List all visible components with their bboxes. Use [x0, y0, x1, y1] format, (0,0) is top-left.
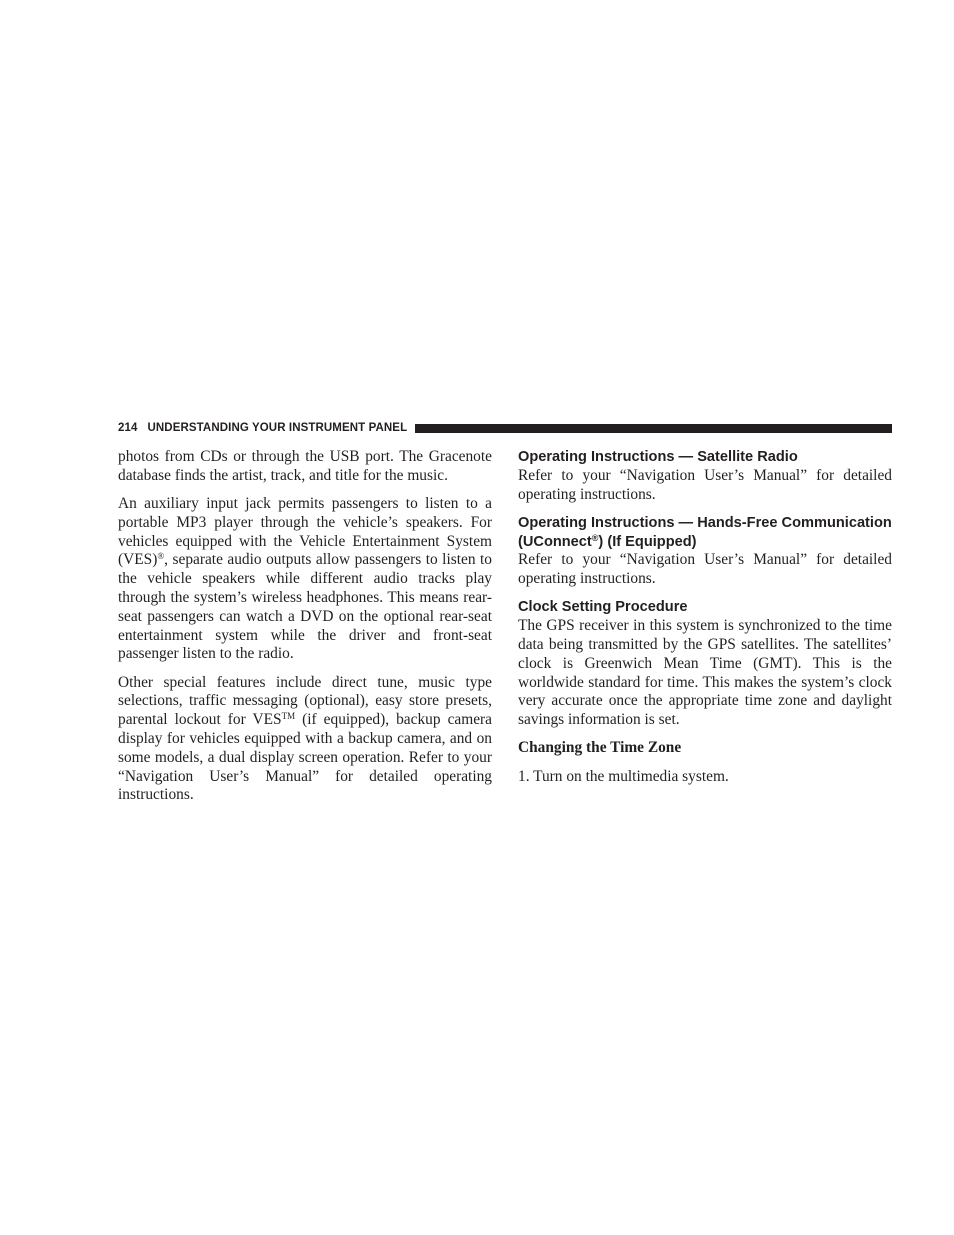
heading-clock-setting: Clock Setting Procedure — [518, 599, 688, 616]
heading-hands-free — [518, 514, 892, 552]
section-time-zone — [518, 739, 892, 786]
registered-mark: ® — [591, 532, 599, 543]
paragraph-clock-setting: The GPS receiver in this system is synchronized to the time data being transmitted by the GPS satellites. The satellites’ clock is Greenwich Mean Time (GMT). This is the worldwide standard for time. This makes the system’s clock very accurate once the appropriate time zone and daylight savings information is set. — [518, 617, 892, 729]
paragraph-text: , separate audio outputs allow passengers to listen to the vehicle speakers while different audio tracks play through the system’s wireless headphones. This means rear-seat passengers can watch a DVD on the optional rear-seat entertainment system while the driver and front-seat passenger listen to the radio. — [118, 551, 492, 663]
paragraph-satellite-radio: Refer to your “Navigation User’s Manual” for detailed operating instructions. — [518, 466, 892, 503]
section-clock-setting — [518, 598, 892, 730]
step-1: 1. Turn on the multimedia system. — [518, 767, 729, 785]
heading-time-zone: Changing the Time Zone — [518, 739, 682, 757]
paragraph-text: (if equipped), backup camera display for vehicles equipped with a backup camera, and on some models, a dual display screen operation. Refer to your “Navigation User’s Manual” for detailed operating instructions. — [118, 711, 492, 804]
paragraph-auxiliary-input — [118, 495, 492, 664]
paragraph-text: An auxiliary input jack permits passengers to listen to a portable MP3 player through the vehicle’s speakers. For vehicles equipped with the Vehicle Entertainment System (VES) — [118, 494, 492, 569]
header-rule — [415, 424, 892, 433]
section-satellite-radio — [518, 448, 892, 504]
paragraph-special-features — [118, 674, 492, 806]
section-hands-free — [518, 514, 892, 589]
heading-text: Operating Instructions — Hands-Free Communication (UConnect — [518, 514, 892, 550]
right-column — [518, 448, 892, 786]
registered-mark: ® — [157, 551, 165, 562]
trademark-mark: TM — [281, 711, 296, 722]
left-column — [118, 448, 492, 805]
paragraph-hands-free: Refer to your “Navigation User’s Manual” for detailed operating instructions. — [518, 551, 892, 588]
paragraph-gracenote: photos from CDs or through the USB port. The Gracenote database finds the artist, track, and title for the music. — [118, 448, 492, 484]
heading-satellite-radio: Operating Instructions — Satellite Radio — [518, 449, 798, 465]
section-title: UNDERSTANDING YOUR INSTRUMENT PANEL — [147, 422, 408, 434]
heading-text: ) (If Equipped) — [598, 533, 697, 550]
paragraph-text: Other special features include direct tune, music type selections, traffic messaging (optional), easy store presets, parental lockout for VES — [118, 673, 492, 729]
page-number: 214 — [118, 422, 138, 434]
running-header — [118, 420, 892, 436]
